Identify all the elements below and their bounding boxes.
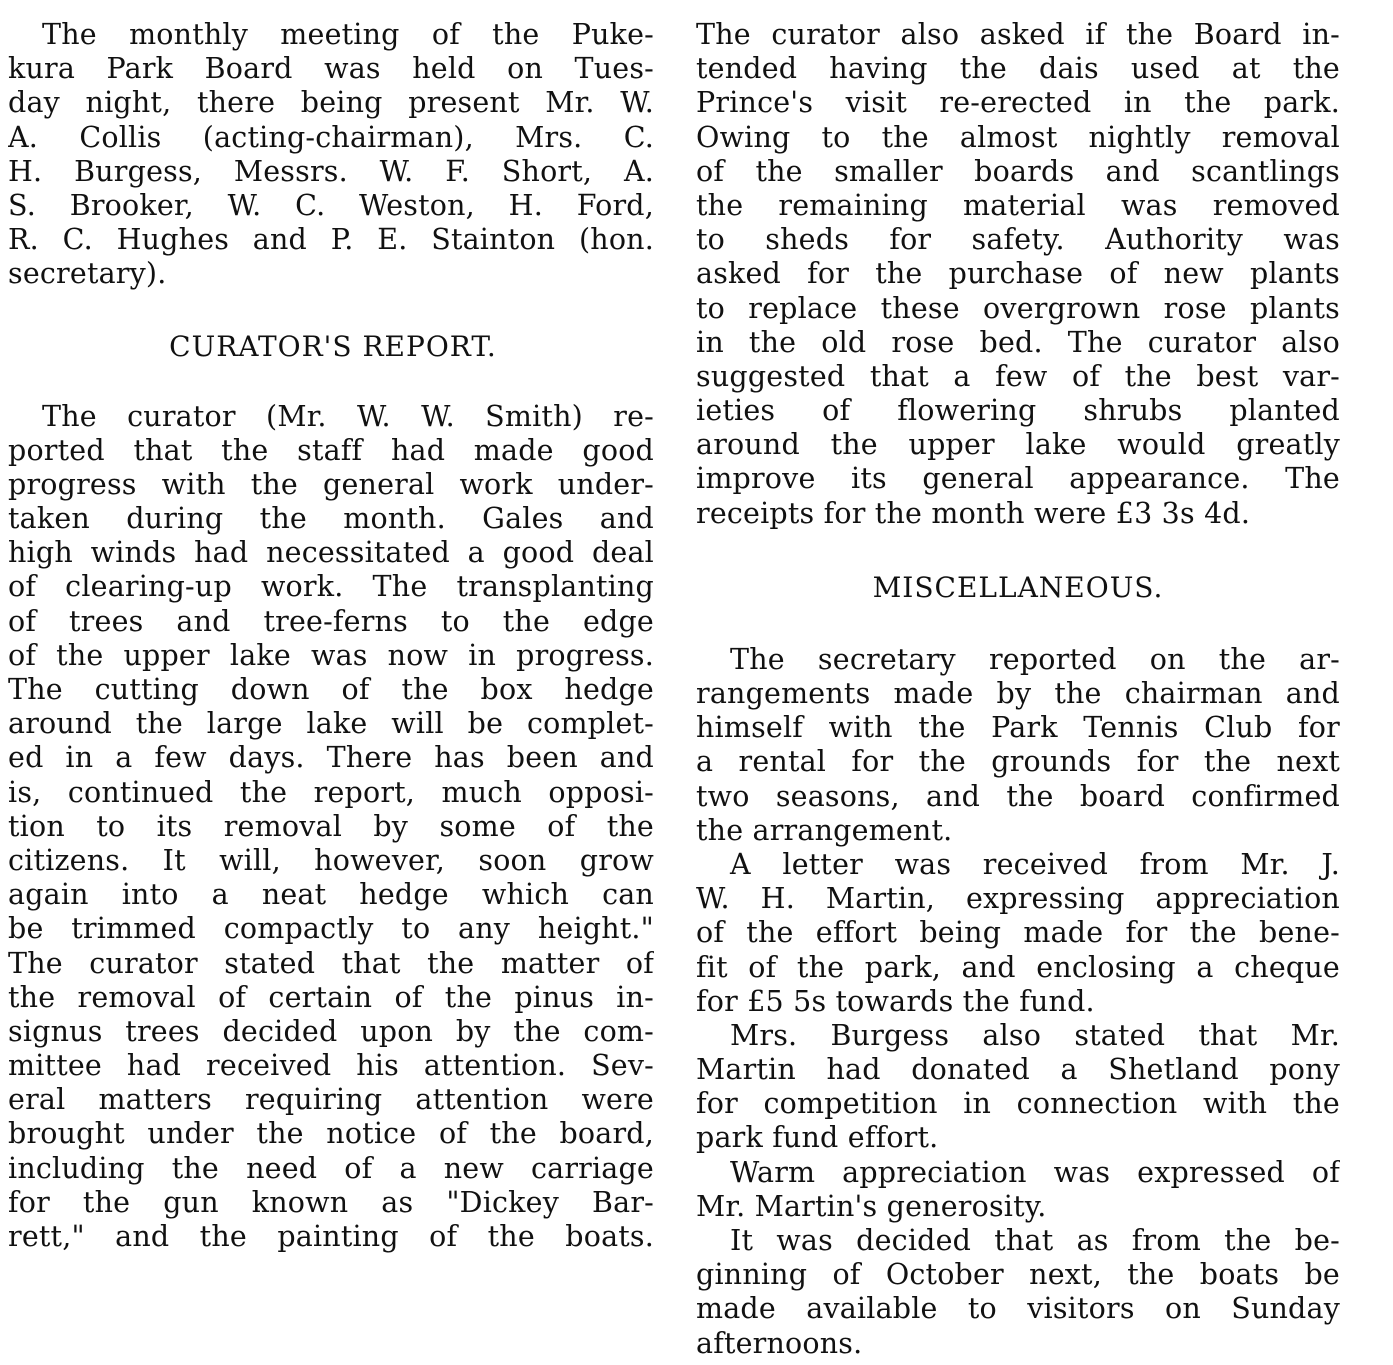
text-line: fit of the park, and enclosing a cheque	[696, 950, 1340, 984]
text-line: two seasons, and the board confirmed	[696, 779, 1340, 813]
section-heading-curators-report: CURATOR'S REPORT.	[169, 329, 497, 363]
text-line: The curator (Mr. W. W. Smith) re-	[42, 399, 654, 433]
text-line: The curator also asked if the Board in-	[696, 18, 1340, 51]
intro-paragraph	[8, 18, 654, 292]
text-line: the remaining material was removed	[696, 188, 1340, 222]
text-line: Prince's visit re-erected in the park.	[696, 86, 1340, 120]
text-line: receipts for the month were £3 3s 4d.	[696, 496, 1251, 530]
text-line: rangements made by the chairman and	[696, 677, 1340, 710]
text-line: signus trees decided upon by the com-	[8, 1014, 654, 1048]
text-line: taken during the month. Gales and	[8, 502, 654, 536]
text-line: The curator stated that the matter of	[8, 946, 654, 980]
text-line: rett," and the painting of the boats.	[8, 1220, 654, 1253]
text-line: A letter was received from Mr. J.	[730, 847, 1340, 881]
text-line: be trimmed compactly to any height."	[8, 912, 654, 946]
text-line: secretary).	[8, 257, 167, 291]
text-line: around the large lake will be complet-	[8, 707, 654, 741]
text-line: Martin had donated a Shetland pony	[696, 1053, 1340, 1087]
misc-paragraph-letter	[696, 848, 1340, 1019]
misc-paragraph-appreciation	[696, 1156, 1340, 1224]
text-line: Mr. Martin's generosity.	[696, 1189, 1047, 1223]
text-line: the removal of certain of the pinus in-	[8, 980, 654, 1014]
text-line: for the gun known as "Dickey Bar-	[8, 1185, 654, 1219]
text-line: Mrs. Burgess also stated that Mr.	[730, 1018, 1340, 1052]
text-line: of the upper lake was now in progress.	[8, 638, 654, 672]
text-line: himself with the Park Tennis Club for	[696, 711, 1340, 745]
text-line: It was decided that as from the be-	[730, 1224, 1340, 1257]
text-line: afternoons.	[696, 1326, 863, 1360]
text-line: of the smaller boards and scantlings	[696, 154, 1340, 188]
text-line: tended having the dais used at the	[696, 52, 1340, 86]
text-line: made available to visitors on Sunday	[696, 1292, 1340, 1326]
text-line: The secretary reported on the ar-	[730, 642, 1340, 676]
text-line: S. Brooker, W. C. Weston, H. Ford,	[8, 188, 654, 222]
text-line: to replace these overgrown rose plants	[696, 291, 1340, 325]
text-line: of clearing-up work. The transplanting	[8, 570, 654, 604]
text-line: asked for the purchase of new plants	[696, 257, 1340, 291]
misc-paragraph-pony	[696, 1019, 1340, 1156]
left-column	[8, 18, 654, 1254]
text-line: brought under the notice of the board,	[8, 1117, 654, 1151]
text-line: day night, there being present Mr. W.	[8, 86, 654, 120]
text-line: Warm appreciation was expressed of	[730, 1155, 1340, 1189]
text-line: eral matters requiring attention were	[8, 1083, 654, 1117]
text-line: kura Park Board was held on Tues-	[8, 52, 654, 86]
text-line: suggested that a few of the best var-	[696, 359, 1340, 393]
text-line: R. C. Hughes and P. E. Stainton (hon.	[8, 223, 654, 257]
text-line: again into a neat hedge which can	[8, 878, 654, 912]
text-line: of the effort being made for the bene-	[696, 916, 1340, 950]
text-line: Owing to the almost nightly removal	[696, 120, 1340, 154]
text-line: A. Collis (acting-chairman), Mrs. C.	[8, 120, 654, 154]
text-line: improve its general appearance. The	[696, 462, 1340, 496]
curators-report-paragraph	[8, 400, 654, 1255]
text-line: to sheds for safety. Authority was	[696, 223, 1340, 257]
text-line: H. Burgess, Messrs. W. F. Short, A.	[8, 154, 654, 188]
text-line: park fund effort.	[696, 1121, 939, 1155]
misc-paragraph-tennis-club	[696, 643, 1340, 848]
text-line: of trees and tree-ferns to the edge	[8, 604, 654, 638]
text-line: around the upper lake would greatly	[696, 428, 1340, 462]
misc-paragraph-boats	[696, 1224, 1340, 1361]
curators-report-continued	[696, 18, 1340, 531]
text-line: a rental for the grounds for the next	[696, 745, 1340, 779]
section-heading-miscellaneous: MISCELLANEOUS.	[872, 570, 1164, 604]
text-line: ed in a few days. There has been and	[8, 741, 654, 775]
text-line: ginning of October next, the boats be	[696, 1258, 1340, 1292]
text-line: the arrangement.	[696, 813, 953, 847]
text-line: for £5 5s towards the fund.	[696, 984, 1095, 1018]
text-line: is, continued the report, much opposi-	[8, 775, 654, 809]
text-line: progress with the general work under-	[8, 467, 654, 501]
text-line: for competition in connection with the	[696, 1087, 1340, 1121]
text-line: tion to its removal by some of the	[8, 809, 654, 843]
text-line: citizens. It will, however, soon grow	[8, 843, 654, 877]
text-line: including the need of a new carriage	[8, 1151, 654, 1185]
text-line: ieties of flowering shrubs planted	[696, 394, 1340, 428]
text-line: mittee had received his attention. Sev-	[8, 1049, 654, 1083]
right-column	[696, 18, 1340, 1361]
text-line: The monthly meeting of the Puke-	[42, 18, 654, 51]
text-line: in the old rose bed. The curator also	[696, 325, 1340, 359]
text-line: The cutting down of the box hedge	[8, 673, 654, 706]
text-line: ported that the staff had made good	[8, 433, 654, 467]
text-line: high winds had necessitated a good deal	[8, 536, 654, 570]
text-line: W. H. Martin, expressing appreciation	[696, 882, 1340, 916]
